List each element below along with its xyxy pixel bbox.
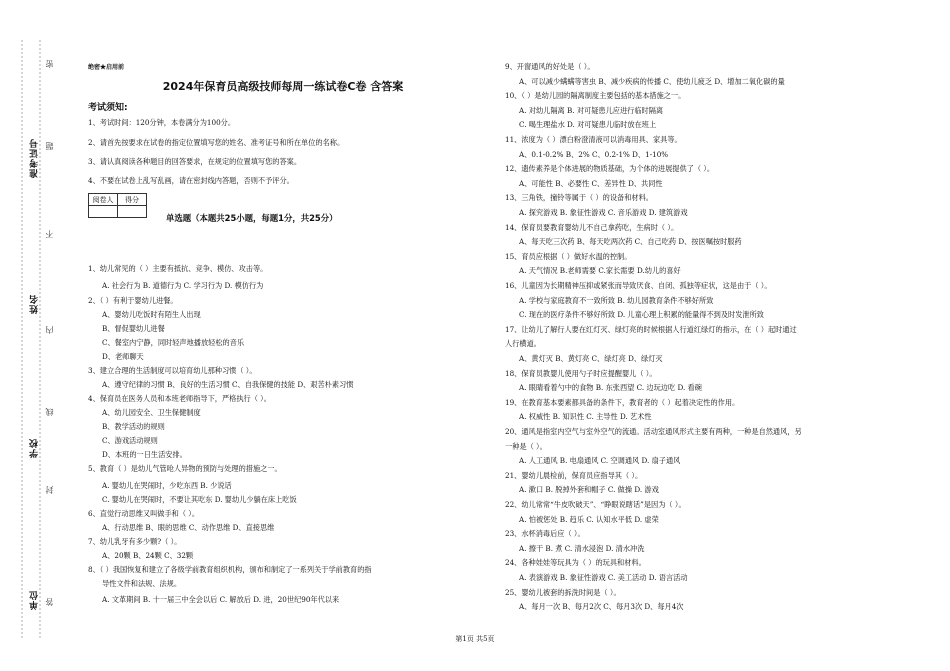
notice-heading: 考试须知:: [88, 103, 128, 113]
section-heading: 单选题（本题共25小题，每题1分，共25分）: [166, 213, 338, 223]
answer-options: D、老师聊天: [102, 352, 144, 361]
question-text: 25、婴幼儿被套的拆洗时间是（ ）。: [505, 587, 621, 597]
score-cell[interactable]: [118, 206, 147, 218]
answer-options: C. 婴幼儿在哭闹时，不要让其吃东 D. 婴幼儿少躺在床上吃饭: [102, 495, 297, 504]
binding-label-name: 姓名: [30, 294, 40, 314]
answer-options: B、督促婴幼儿进餐: [102, 324, 165, 333]
binding-mark: 题: [45, 142, 54, 150]
answer-options: A、每天吃三次药 B、每天吃两次药 C、自己吃药 D、按医嘱按时服药: [519, 237, 742, 247]
binding-strip: [0, 0, 80, 671]
answer-options: A、婴幼儿吃饭时有陌生人出现: [102, 310, 201, 319]
question-text: 5、教育（ ）是幼儿气管呛人异物的预防与处理的措施之一。: [88, 464, 282, 473]
question-text: 19、在教育基本要素都具备的条件下，教育者的（ ）起着决定性的作用。: [505, 397, 740, 407]
question-text: 18、保育员教婴儿使用勺子时应提醒婴儿（ ）。: [505, 368, 657, 378]
question-text: 4、保育员在医务人员和本班老师指导下，严格执行（ ）。: [88, 394, 271, 403]
answer-options: A、20颗 B、24颗 C、32颗: [102, 551, 194, 560]
answer-options: C、游戏活动规则: [102, 436, 158, 445]
question-text: 24、各种娃娃等玩具为（ ）的玩具和材料。: [505, 558, 646, 568]
question-text: 21、婴幼儿晨检前，保育员应指导其（ ）。: [505, 470, 643, 480]
question-text: 10、（ ）是幼儿园的隔离制度主要包括的基本措施之一。: [505, 91, 686, 101]
answer-options: B、教学活动的规则: [102, 422, 165, 431]
question-text: 2、（ ）有利于婴幼儿进餐。: [88, 296, 178, 305]
question-text: 20、通风是指室内空气与室外空气的流通。活动室通风形式主要有两种，一种是自然通风，另: [505, 427, 802, 436]
question-text: 9、开窗通风的好处是（ ）。: [505, 62, 595, 71]
answer-options: A. 眼睛看着勺中的食物 B. 东张西望 C. 边玩边吃 D. 看碗: [519, 383, 702, 393]
exam-title: 2024年保育员高级技师每周一练试卷C卷 含答案: [162, 80, 404, 93]
question-text: 17、让幼儿了解行人要在红灯灭、绿灯亮的时候根据人行道红绿灯的指示，在（ ）起时通过: [505, 324, 797, 334]
notice-item: 4、不要在试卷上乱写乱画，请在密封线内答题，否则不予评分。: [88, 176, 294, 185]
grader-header: 阅卷人: [89, 194, 118, 206]
score-header: 得分: [118, 194, 147, 206]
binding-mark: 密: [45, 60, 54, 68]
question-text: 6、直觉行动思维又叫做手和（ ）。: [88, 509, 200, 518]
answer-options: A、遵守纪律的习惯 B、良好的生活习惯 C、自我保健的技能 D、艰苦朴素习惯: [102, 380, 354, 389]
answer-options: A、黄灯灭 B、黄灯亮 C、绿灯亮 D、绿灯灭: [519, 354, 663, 363]
answer-options: A、0.1-0.2% B、2% C、0.2-1% D、1-10%: [519, 149, 669, 159]
binding-mark: 封: [45, 486, 54, 494]
page-number: 第1页 共5页: [455, 635, 495, 643]
question-text: 13、三角铁，撞铃等属于（ ）的设备和材料。: [505, 193, 653, 203]
answer-options: A. 婴幼儿在哭闹时，少吃东西 B. 少说话: [102, 481, 232, 490]
question-text: 22、幼儿常常“牛皮吹破天”、“睁眼说瞎话”是因为（ ）。: [505, 500, 686, 509]
answer-options: A. 表演游戏 B. 象征性游戏 C. 美工活动 D. 语言活动: [519, 573, 688, 582]
answer-options: D、本班的一日生活安排。: [102, 450, 187, 459]
question-text: 一种是（ ）。: [505, 441, 547, 451]
answer-options: A、每月一次 B、每月2次 C、每月3次 D、每月4次: [519, 602, 684, 612]
binding-label-school: 学校: [30, 438, 40, 458]
answer-options: A. 天气情况 B.老师需要 C.家长需要 D.幼儿的喜好: [519, 266, 681, 276]
notice-item: 2、请首先按要求在试卷的指定位置填写您的姓名、准考证号和所在单位的名称。: [88, 138, 345, 147]
answer-options: C. 喝生理盐水 D. 对可疑患儿临时放在班上: [519, 120, 657, 130]
grader-cell[interactable]: [89, 206, 118, 218]
binding-mark: 不: [45, 230, 54, 238]
answer-options: A. 漱口 B. 脱掉外套和帽子 C. 做操 D. 游戏: [519, 485, 659, 495]
answer-options: A、可以减少螨螨等害虫 B、减少疾病的传播 C、使幼儿疲乏 D、增加二氧化碳的量: [519, 76, 785, 86]
answer-options: A、幼儿园安全、卫生保健制度: [102, 408, 201, 417]
answer-options: A. 人工通风 B. 电扇通风 C. 空调通风 D. 扇子通风: [519, 456, 681, 466]
notice-item: 3、请认真阅读各种题目的回答要求，在规定的位置填写您的答案。: [88, 157, 302, 166]
answer-options: A. 文革期间 B. 十一届三中全会以后 C. 解放后 D. 进，20世纪90年代以来: [102, 595, 340, 604]
answer-options: C、餐室内宁静，同时轻声地播放轻松的音乐: [102, 338, 245, 347]
binding-label-exam-id: 准考证号: [30, 138, 40, 178]
question-text: 8、（ ）我国恢复和建立了各级学前教育组织机构，颁布和制定了一系列关于学前教育的指: [88, 565, 372, 574]
question-text: 12、遗传素养是个体进展的物质基础，为个体的进展提供了（ ）。: [505, 164, 715, 174]
answer-options: A. 社会行为 B. 道德行为 C. 学习行为 D. 模仿行为: [102, 281, 264, 290]
answer-options: A、可能性 B、必要性 C、差异性 D、共同性: [519, 178, 663, 188]
binding-label-unit: 单位: [30, 590, 40, 610]
answer-options: A. 擦干 B. 煮 C. 清水浸泡 D. 清水冲洗: [519, 543, 645, 553]
question-text: 23、水杯消毒后应（ ）。: [505, 529, 585, 539]
answer-options: A. 探究游戏 B. 象征性游戏 C. 音乐游戏 D. 建筑游戏: [519, 208, 688, 217]
question-text: 人行横道。: [505, 339, 541, 349]
question-text: 7、幼儿乳牙有多少颗?（ ）。: [88, 537, 182, 546]
question-text: 14、保育员要教育婴幼儿不自己拿药吃，生病时（ ）。: [505, 222, 679, 232]
question-text: 11、浓度为（ ）漂白粉澄清液可以消毒用具、家具等。: [505, 135, 682, 144]
question-text: 15、育员应根据（ ）做好水温的控制。: [505, 251, 632, 261]
binding-mark: 内: [45, 326, 54, 334]
answer-options: A. 怕被惩处 B. 趋乐 C. 认知水平低 D. 虚荣: [519, 514, 659, 524]
question-text: 1、幼儿常见的（ ）主要有抵抗、竞争、模仿、攻击等。: [88, 264, 268, 273]
answer-options: A. 权威性 B. 知识性 C. 主导性 D. 艺术性: [519, 412, 652, 422]
question-text: 3、建立合理的生活制度可以培育幼儿那种习惯（ ）。: [88, 366, 257, 375]
binding-mark: 答: [45, 598, 54, 606]
answer-options: A、行动思维 B、眼的思维 C、动作思维 D、直接思维: [102, 523, 275, 532]
grader-table: [88, 193, 147, 218]
answer-options: A. 对幼儿隔离 B. 对可疑患儿应进行临时隔离: [519, 105, 664, 115]
answer-options: 导性文件和法规、法规。: [102, 579, 182, 588]
answer-options: C. 现在的医疗条件不够好所致 D. 儿童心理上积累的能量得不到及时发泄所致: [519, 310, 764, 320]
secret-label: 绝密★启用前: [88, 64, 125, 71]
binding-mark: 线: [45, 408, 54, 416]
notice-item: 1、考试时间：120分钟，本卷满分为100分。: [88, 118, 236, 127]
answer-options: A. 学校与家庭教育不一致所致 B. 幼儿园教育条件不够好所致: [519, 295, 714, 305]
question-text: 16、儿童因为长期精神压抑或紧张而导致厌食、自闭、孤独等症状，这是由于（ ）。: [505, 281, 772, 290]
